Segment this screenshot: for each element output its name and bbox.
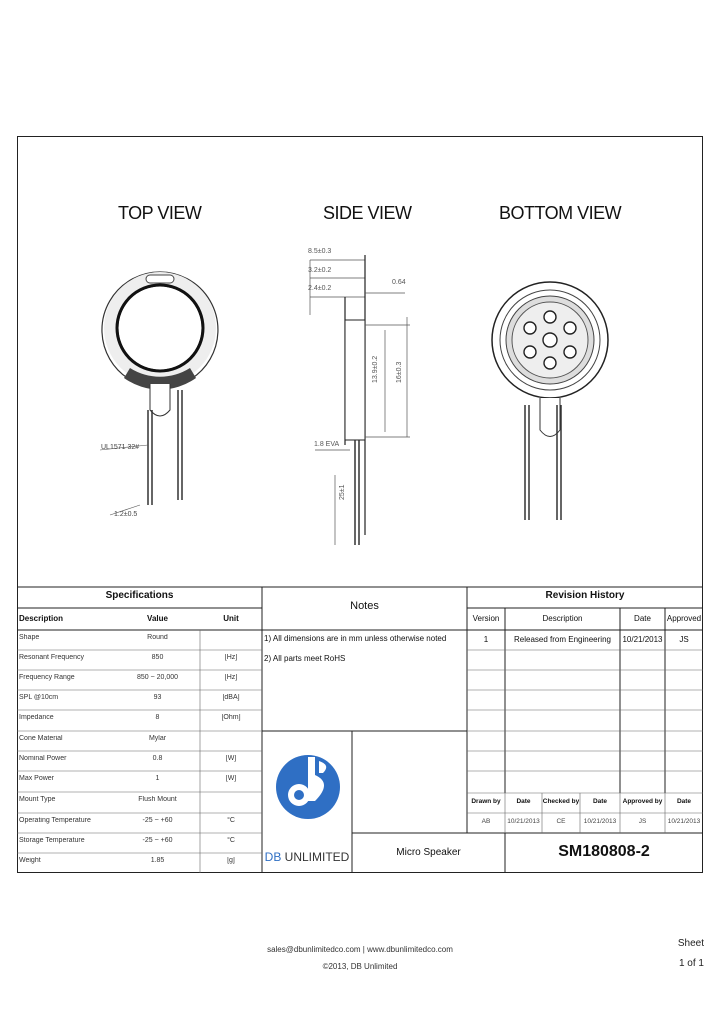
spec-row-description: Storage Temperature	[19, 837, 85, 844]
dim-eva: 1.8 EVA	[314, 441, 340, 448]
dim-inner-diameter: 13.9±0.2	[372, 355, 379, 383]
dim-outer-diameter: 16±0.3	[396, 361, 403, 383]
spec-row-description: Resonant Frequency	[19, 654, 84, 661]
spec-row-unit: [dBA]	[222, 694, 240, 701]
spec-row-value: 1.85	[150, 857, 165, 864]
signoff-header: Drawn by	[471, 798, 501, 805]
spec-row-value: 850 ~ 20,000	[136, 674, 179, 681]
spec-row-value: -25 ~ +60	[142, 817, 173, 824]
spec-row-unit: [Hz]	[224, 674, 238, 681]
specs-header-unit: Unit	[223, 614, 239, 623]
spec-row-description: Mount Type	[19, 796, 56, 803]
spec-row-unit: [g]	[227, 857, 235, 864]
spec-row-description: Cone Material	[19, 735, 63, 742]
revision-header-version: Version	[472, 614, 500, 623]
spec-row-description: SPL @10cm	[19, 694, 59, 701]
revision-header-description: Description	[542, 614, 583, 623]
signoff-value: 10/21/2013	[667, 818, 701, 825]
signoff-header: Date	[676, 798, 692, 805]
notes-title: Notes	[350, 600, 379, 612]
spec-row-description: Max Power	[19, 775, 55, 782]
spec-row-unit: °C	[227, 837, 235, 844]
revision-date: 10/21/2013	[622, 635, 663, 644]
dim-depth-front: 2.4±0.2	[308, 285, 332, 292]
signoff-header: Approved by	[622, 798, 663, 805]
dim-lead-length: 25±1	[339, 484, 346, 500]
specs-header-value: Value	[147, 614, 168, 623]
spec-row-unit: °C	[227, 817, 235, 824]
signoff-value: 10/21/2013	[583, 818, 617, 825]
top-view-title: TOP VIEW	[118, 203, 202, 223]
company-name-b: UNLIMITED	[281, 850, 350, 864]
product-name: Micro Speaker	[396, 847, 461, 858]
spec-row-unit: [Hz]	[224, 654, 238, 661]
spec-row-description: Frequency Range	[19, 674, 75, 681]
note-1: 1) All dimensions are in mm unless otherwise noted	[264, 634, 447, 643]
dim-depth-overall: 8.5±0.3	[308, 248, 332, 255]
revision-header-approved: Approved	[666, 614, 702, 623]
revision-title: Revision History	[545, 590, 625, 601]
spec-row-description: Nominal Power	[19, 755, 67, 762]
spec-row-unit: [Ohm]	[221, 714, 241, 721]
sheet-label: Sheet	[677, 938, 704, 949]
dim-depth-mid: 3.2±0.2	[308, 267, 332, 274]
revision-version: 1	[483, 635, 489, 644]
signoff-value: CE	[556, 818, 566, 825]
revision-approved: JS	[679, 635, 689, 644]
pin-pitch-label: 1.2±0.5	[114, 511, 138, 518]
revision-header-date: Date	[634, 614, 651, 623]
signoff-header: Date	[592, 798, 608, 805]
part-number: SM180808-2	[558, 843, 650, 860]
spec-row-unit: [W]	[225, 775, 237, 782]
signoff-header: Checked by	[542, 798, 580, 805]
company-name	[262, 850, 352, 864]
specs-header-description: Description	[19, 614, 64, 623]
spec-row-description: Impedance	[19, 714, 54, 721]
spec-row-value: Mylar	[148, 735, 167, 742]
spec-row-description: Weight	[19, 857, 41, 864]
bottom-view-title: BOTTOM VIEW	[499, 203, 622, 223]
signoff-value: JS	[638, 818, 647, 825]
spec-row-value: 1	[155, 775, 160, 782]
spec-row-description: Shape	[19, 634, 40, 641]
revision-description: Released from Engineering	[514, 635, 611, 644]
company-name-a: DB	[264, 850, 282, 864]
dim-thickness: 0.64	[392, 279, 406, 286]
signoff-header: Date	[516, 798, 531, 805]
footer-contact: sales@dbunlimitedco.com | www.dbunlimitedco.com	[267, 945, 453, 954]
note-2: 2) All parts meet RoHS	[264, 654, 346, 663]
spec-row-description: Operating Temperature	[19, 817, 91, 824]
spec-row-value: 850	[151, 654, 164, 661]
company-logo	[275, 735, 341, 840]
spec-row-value: 0.8	[152, 755, 163, 762]
side-view-title: SIDE VIEW	[323, 203, 412, 223]
signoff-value: 10/21/2013	[507, 818, 540, 825]
spec-row-value: Round	[147, 634, 168, 641]
spec-row-value: 8	[155, 714, 160, 721]
signoff-value: AB	[481, 818, 491, 825]
footer-copyright: ©2013, DB Unlimited	[322, 962, 398, 971]
specs-title: Specifications	[105, 590, 174, 601]
spec-row-value: -25 ~ +60	[142, 837, 173, 844]
wire-spec-label: UL1571 32#	[101, 444, 140, 451]
sheet-value: 1 of 1	[678, 958, 704, 969]
spec-row-unit: [W]	[225, 755, 237, 762]
spec-row-value: 93	[153, 694, 162, 701]
spec-row-value: Flush Mount	[138, 796, 177, 803]
